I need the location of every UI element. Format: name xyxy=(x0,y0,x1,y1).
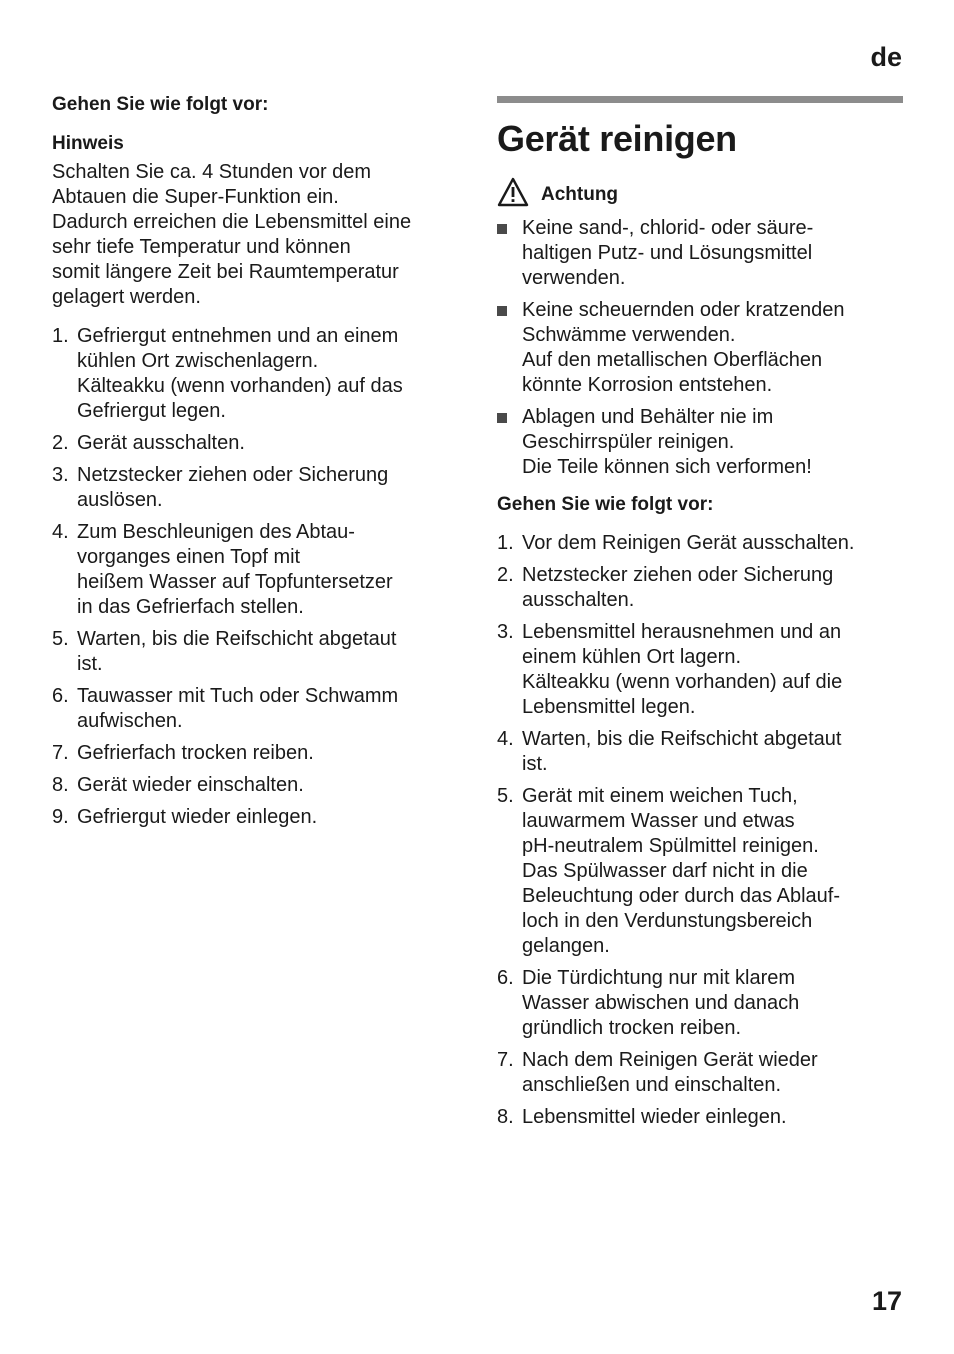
section-title: Gerät reinigen xyxy=(497,118,737,159)
left-subheading: Gehen Sie wie folgt vor: xyxy=(52,94,269,115)
list-item xyxy=(52,741,457,766)
list-item xyxy=(52,431,457,456)
step-text-line: ausschalten. xyxy=(522,589,635,611)
step-text-line: Nach dem Reinigen Gerät wieder xyxy=(522,1049,818,1071)
warning-text-line: Auf den metallischen Oberflächen xyxy=(522,349,823,371)
note-line: Abtauen die Super-Funktion ein. xyxy=(52,186,339,208)
step-text-line: gelangen. xyxy=(522,935,610,957)
step-text-line: Gerät mit einem weichen Tuch, xyxy=(522,785,798,807)
step-number: 2. xyxy=(497,564,514,586)
step-text-line: Tauwasser mit Tuch oder Schwamm xyxy=(77,685,399,707)
step-text-line: Wasser abwischen und danach xyxy=(522,992,800,1014)
step-text-line: Gefriergut legen. xyxy=(77,400,226,422)
list-item xyxy=(52,684,457,734)
step-number: 8. xyxy=(497,1106,514,1128)
page-number: 17 xyxy=(871,1286,902,1316)
step-text-line: Gefriergut wieder einlegen. xyxy=(77,806,318,828)
step-text-line: Gerät ausschalten. xyxy=(77,432,245,454)
right-subheading: Gehen Sie wie folgt vor: xyxy=(497,494,714,515)
warning-text-line: Keine sand-, chlorid- oder säure- xyxy=(522,217,814,239)
note-line: Schalten Sie ca. 4 Stunden vor dem xyxy=(52,161,372,183)
note-text xyxy=(52,160,457,310)
square-bullet-icon xyxy=(497,413,507,423)
warning-text-line: Die Teile können sich verformen! xyxy=(522,456,812,478)
list-item xyxy=(52,805,457,830)
list-item xyxy=(497,531,903,556)
step-number: 5. xyxy=(52,628,69,650)
list-item xyxy=(497,216,903,291)
section-rule xyxy=(497,96,903,103)
step-text-line: ist. xyxy=(77,653,103,675)
step-text-line: Gefrierfach trocken reiben. xyxy=(77,742,314,764)
warning-text-line: könnte Korrosion entstehen. xyxy=(522,374,773,396)
step-text-line: kühlen Ort zwischenlagern. xyxy=(77,350,319,372)
step-text-line: pH-neutralem Spülmittel reinigen. xyxy=(522,835,819,857)
warning-text-line: Ablagen und Behälter nie im xyxy=(522,406,774,428)
step-text-line: heißem Wasser auf Topfuntersetzer xyxy=(77,571,393,593)
step-number: 3. xyxy=(52,464,69,486)
warning-triangle-icon xyxy=(497,177,529,207)
step-text-line: aufwischen. xyxy=(77,710,183,732)
warning-label: Achtung xyxy=(541,184,619,205)
list-item xyxy=(52,463,457,513)
list-item xyxy=(497,405,903,480)
step-text-line: einem kühlen Ort lagern. xyxy=(522,646,742,668)
list-item xyxy=(497,1048,903,1098)
list-item xyxy=(497,620,903,720)
warning-header xyxy=(497,175,903,207)
step-text-line: Netzstecker ziehen oder Sicherung xyxy=(522,564,834,586)
step-text-line: Kälteakku (wenn vorhanden) auf das xyxy=(77,375,403,397)
step-text-line: auslösen. xyxy=(77,489,163,511)
step-text-line: vorganges einen Topf mit xyxy=(77,546,301,568)
cleaning-steps-list xyxy=(497,531,903,1130)
step-number: 6. xyxy=(52,685,69,707)
note-line: somit längere Zeit bei Raumtemperatur xyxy=(52,261,399,283)
list-item xyxy=(52,520,457,620)
warning-text-line: verwenden. xyxy=(522,267,626,289)
step-text-line: loch in den Verdunstungsbereich xyxy=(522,910,813,932)
step-number: 7. xyxy=(497,1049,514,1071)
step-number: 1. xyxy=(497,532,514,554)
warning-text-line: haltigen Putz- und Lösungsmittel xyxy=(522,242,813,264)
step-text-line: lauwarmem Wasser und etwas xyxy=(522,810,795,832)
list-item xyxy=(497,784,903,959)
step-text-line: Kälteakku (wenn vorhanden) auf die xyxy=(522,671,843,693)
square-bullet-icon xyxy=(497,306,507,316)
warning-list xyxy=(497,216,903,480)
note-line: sehr tiefe Temperatur und können xyxy=(52,236,351,258)
step-number: 1. xyxy=(52,325,69,347)
list-item xyxy=(52,324,457,424)
step-text-line: Gerät wieder einschalten. xyxy=(77,774,304,796)
right-column xyxy=(497,96,903,1137)
step-text-line: ist. xyxy=(522,753,548,775)
step-text-line: anschließen und einschalten. xyxy=(522,1074,782,1096)
step-text-line: gründlich trocken reiben. xyxy=(522,1017,742,1039)
list-item xyxy=(497,298,903,398)
step-text-line: Lebensmittel legen. xyxy=(522,696,696,718)
step-text-line: Vor dem Reinigen Gerät ausschalten. xyxy=(522,532,855,554)
step-text-line: Warten, bis die Reifschicht abgetaut xyxy=(522,728,842,750)
step-number: 9. xyxy=(52,806,69,828)
defrost-steps-list xyxy=(52,324,457,830)
step-number: 4. xyxy=(52,521,69,543)
note-heading: Hinweis xyxy=(52,133,124,154)
step-text-line: Netzstecker ziehen oder Sicherung xyxy=(77,464,389,486)
warning-text-line: Schwämme verwenden. xyxy=(522,324,736,346)
step-number: 2. xyxy=(52,432,69,454)
step-text-line: Die Türdichtung nur mit klarem xyxy=(522,967,796,989)
step-text-line: Beleuchtung oder durch das Ablauf- xyxy=(522,885,840,907)
step-text-line: Gefriergut entnehmen und an einem xyxy=(77,325,399,347)
language-code: de xyxy=(870,42,902,72)
step-number: 6. xyxy=(497,967,514,989)
step-text-line: Warten, bis die Reifschicht abgetaut xyxy=(77,628,397,650)
list-item xyxy=(497,727,903,777)
step-number: 7. xyxy=(52,742,69,764)
list-item xyxy=(497,563,903,613)
note-line: Dadurch erreichen die Lebensmittel eine xyxy=(52,211,412,233)
warning-text-line: Keine scheuernden oder kratzenden xyxy=(522,299,845,321)
step-text-line: Lebensmittel wieder einlegen. xyxy=(522,1106,787,1128)
step-number: 3. xyxy=(497,621,514,643)
step-text-line: Das Spülwasser darf nicht in die xyxy=(522,860,808,882)
step-text-line: Lebensmittel herausnehmen und an xyxy=(522,621,842,643)
step-text-line: in das Gefrierfach stellen. xyxy=(77,596,304,618)
list-item xyxy=(52,773,457,798)
warning-text-line: Geschirrspüler reinigen. xyxy=(522,431,735,453)
left-column xyxy=(52,92,457,837)
square-bullet-icon xyxy=(497,224,507,234)
step-text-line: Zum Beschleunigen des Abtau- xyxy=(77,521,355,543)
list-item xyxy=(52,627,457,677)
step-number: 4. xyxy=(497,728,514,750)
list-item xyxy=(497,1105,903,1130)
step-number: 8. xyxy=(52,774,69,796)
step-number: 5. xyxy=(497,785,514,807)
list-item xyxy=(497,966,903,1041)
note-line: gelagert werden. xyxy=(52,286,201,308)
